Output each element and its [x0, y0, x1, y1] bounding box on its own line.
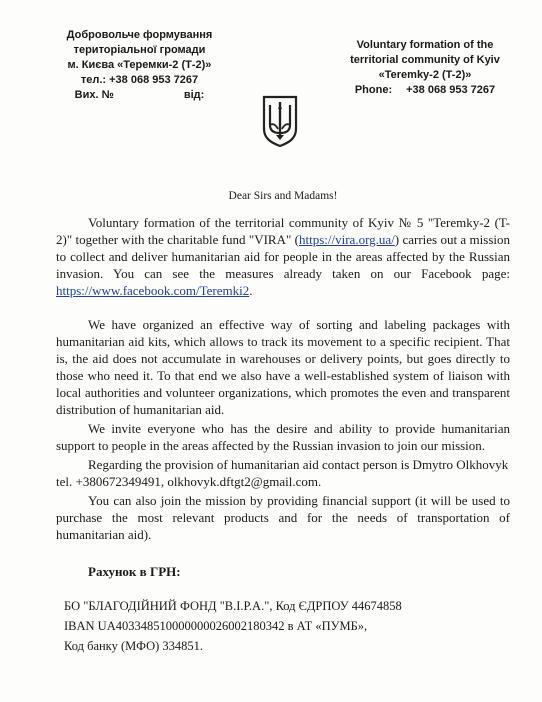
header-en-line-1: Voluntary formation of the [356, 39, 494, 51]
coat-of-arms-trident-icon [262, 95, 298, 147]
account-iban: IBAN UA403348510000000026002180342 в АТ «ПУМБ», [64, 619, 368, 633]
header-ua-line-3: м. Києва «Теремки-2 (Т-2)» [67, 59, 212, 71]
header-ua-line-1: Добровольче формування [66, 29, 213, 41]
account-title: Рахунок в ГРН: [88, 564, 181, 579]
paragraph-invitation: We invite everyone who has the desire and ability to provide humanitarian support to people in the areas affected by the Russian invasion to join our mission. [56, 421, 510, 453]
letter-body [56, 190, 510, 656]
salutation: Dear Sirs and Madams! [228, 190, 338, 202]
outgoing-number-label: Вих. № [74, 89, 114, 101]
account-bank-code: Код банку (МФО) 334851. [64, 639, 204, 653]
date-label: від: [183, 89, 205, 101]
spacer [56, 543, 510, 563]
header-ua-line-2: територіальної громади [73, 44, 206, 56]
contact-details: tel. +380672349491, olkhovyk.dftgt2@gmail.com. [56, 474, 322, 489]
paragraph-mission [56, 214, 510, 299]
header-en-line-2: territorial community of Kyiv [350, 54, 500, 66]
paragraph-mission-text-end: . [249, 283, 253, 298]
header-english [330, 38, 520, 98]
header-en-phone-row [330, 83, 520, 98]
account-fund-name: БО "БЛАГОДІЙНИЙ ФОНД "В.І.Р.А.", Код ЄДРПОУ 44674858 [64, 599, 402, 613]
paragraph-contact-person: Regarding the provision of humanitarian aid contact person is Dmytro Olkhovyk [88, 457, 509, 472]
header-ukrainian [42, 28, 237, 103]
header-ua-phone: тел.: +38 068 953 7267 [80, 74, 199, 86]
phone-label: Phone: [354, 84, 393, 96]
paragraph-mission-text-2: ) carries out a mission to collect and deliver humanitarian aid for people in the areas affected by the Russian invasion. You can see the measures already taken on our Facebook page: [56, 232, 511, 281]
facebook-page-link[interactable]: https://www.facebook.com/Teremki2 [56, 283, 250, 298]
paragraph-mission-text-1: Voluntary formation of the territorial community of Kyiv № 5 "Teremky-2 (T-2)" together with the charitable fund "VIRA" ( [56, 215, 510, 247]
phone-number: +38 068 953 7267 [406, 84, 496, 96]
header-en-line-3: «Teremky-2 (T-2)» [378, 69, 472, 81]
header-ua-reference-row [42, 88, 237, 103]
paragraph-organization: We have organized an effective way of sorting and labeling packages with humanitarian aid kits, which allows to track its movement to a specific recipient. That is, the aid does not accumulate in warehouses or delivery points, but goes directly to those who need it. To that end we also have a well-established system of liaison with local authorities and volunteer organizations, which promotes the even and transparent distribution of humanitarian aid. [56, 317, 510, 417]
bank-account-details [64, 596, 510, 656]
vira-website-link[interactable]: https://vira.org.ua/ [298, 232, 395, 247]
paragraph-financial-support: You can also join the mission by providing financial support (it will be used to purchase the most relevant products and for the needs of transportation of humanitarian aid). [56, 493, 510, 542]
